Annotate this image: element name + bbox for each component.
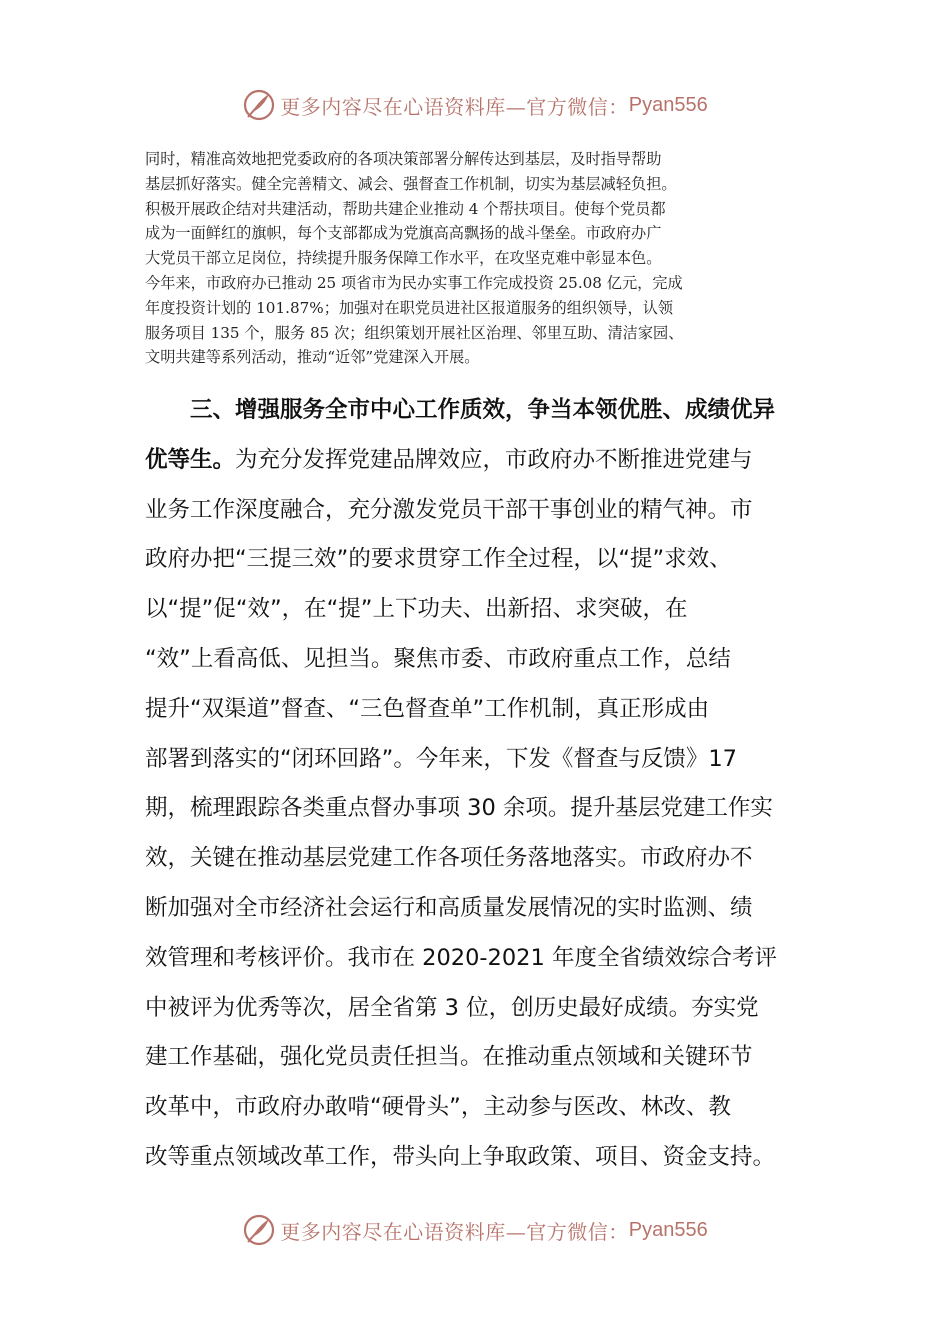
small-paragraph [145, 147, 810, 370]
section-three-line: 效管理和考核评价。我市在 2020-2021 年度全省绩效综合考评 [145, 944, 777, 971]
small-paragraph-line: 年度投资计划的 101.87%；加强对在职党员进社区报道服务的组织领导，认领 [145, 298, 674, 317]
small-paragraph-line: 服务项目 135 个，服务 85 次；组织策划开展社区治理、邻里互助、清洁家园、 [145, 323, 684, 342]
section-three-line: 业务工作深度融合，充分激发党员干部干事创业的精气神。市 [145, 496, 753, 523]
section-three-heading: 三、增强服务全市中心工作质效，争当本领优胜、成绩优异 [190, 397, 776, 423]
small-paragraph-line: 同时，精准高效地把党委政府的各项决策部署分解传达到基层，及时指导帮助 [145, 150, 662, 168]
watermark-wechat-id: Pyan556 [628, 1218, 708, 1241]
section-three-line: 改等重点领域改革工作，带头向上争取政策、项目、资金支持。 [145, 1143, 776, 1170]
section-three-line: 改革中，市政府办敢啃“硬骨头”，主动参与医改、林改、教 [145, 1094, 731, 1121]
section-three-line: “效”上看高低、见担当。聚焦市委、市政府重点工作，总结 [145, 645, 731, 672]
small-paragraph-line: 大党员干部立足岗位，持续提升服务保障工作水平，在攻坚克难中彰显本色。 [145, 249, 662, 268]
section-three-line: 断加强对全市经济社会运行和高质量发展情况的实时监测、绩 [145, 894, 753, 921]
section-three [145, 386, 825, 1183]
section-three-line: 部署到落实的“闭环回路”。今年来，下发《督查与反馈》17 [145, 745, 737, 772]
small-paragraph-line: 基层抓好落实。健全完善精文、减会、强督查工作机制，切实为基层减轻负担。 [145, 174, 677, 193]
watermark-text: 更多内容尽在心语资料库—官方微信： [280, 1219, 629, 1244]
section-three-line: 以“提”促“效”，在“提”上下功夫、出新招、求突破，在 [145, 596, 688, 623]
section-three-heading-end: 优等生。 [145, 446, 236, 473]
feather-logo-icon [242, 1213, 276, 1247]
section-three-line: 提升“双渠道”督查、“三色督查单”工作机制，真正形成由 [145, 695, 710, 722]
watermark-footer [0, 1210, 950, 1250]
watermark-header [0, 85, 950, 125]
small-paragraph-line: 今年来，市政府办已推动 25 项省市为民办实事工作完成投资 25.08 亿元，完成 [145, 273, 683, 292]
watermark-wechat-id: Pyan556 [628, 93, 708, 116]
section-three-line-text: 为充分发挥党建品牌效应，市政府办不断推进党建与 [235, 446, 753, 473]
feather-logo-icon [242, 88, 276, 122]
small-paragraph-line: 积极开展政企结对共建活动，帮助共建企业推动 4 个帮扶项目。使每个党员都 [145, 199, 666, 218]
section-three-line: 期，梳理跟踪各类重点督办事项 30 余项。提升基层党建工作实 [145, 795, 773, 822]
section-three-line: 效，关键在推动基层党建工作各项任务落地落实。市政府办不 [145, 845, 753, 872]
small-paragraph-line: 成为一面鲜红的旗帜，每个支部都成为党旗高高飘扬的战斗堡垒。市政府办广 [145, 224, 662, 243]
section-three-line: 建工作基础，强化党员责任担当。在推动重点领域和关键环节 [145, 1044, 753, 1071]
section-three-line: 政府办把“三提三效”的要求贯穿工作全过程，以“提”求效、 [145, 546, 732, 573]
small-paragraph-line: 文明共建等系列活动，推动“近邻”党建深入开展。 [145, 348, 480, 367]
section-three-line [145, 436, 825, 486]
watermark-text: 更多内容尽在心语资料库—官方微信： [280, 94, 629, 119]
section-three-line: 中被评为优秀等次，居全省第 3 位，创历史最好成绩。夯实党 [145, 994, 759, 1021]
